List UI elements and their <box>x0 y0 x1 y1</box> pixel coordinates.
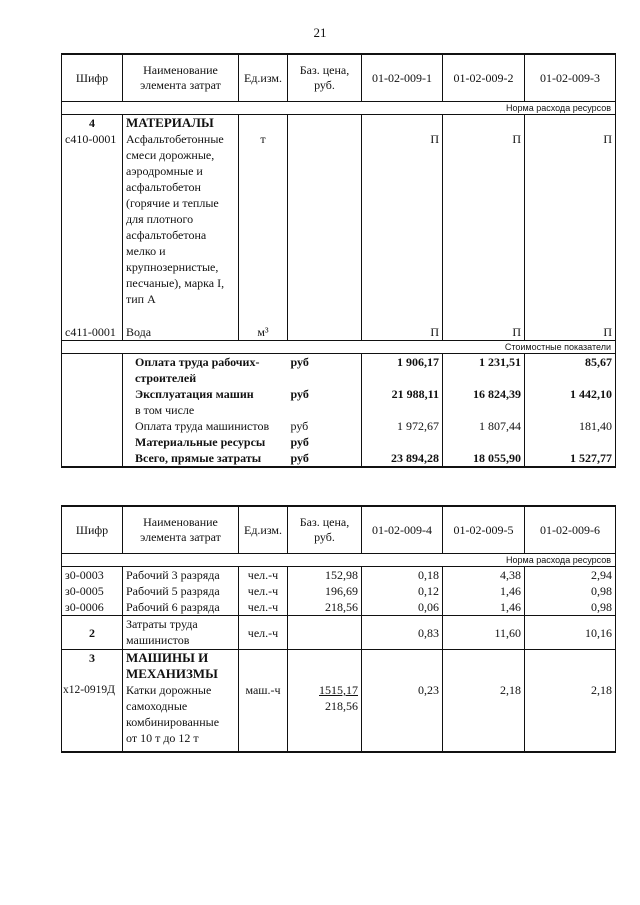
worker-name: Рабочий 5 разряда <box>123 583 239 599</box>
value-cell: 10,16 <box>525 616 616 650</box>
cost-row-unit: руб <box>288 450 362 467</box>
value-cell: 1 231,51 <box>443 354 525 387</box>
table-row <box>62 616 616 650</box>
value-cell: 1,46 <box>443 583 525 599</box>
price-cell: 152,98 <box>288 567 362 584</box>
material-code: с411-0001 <box>62 324 123 341</box>
value-cell: 2,18 <box>443 682 525 752</box>
header-name: Наименование элемента затрат <box>123 54 239 102</box>
section-title: МАТЕРИАЛЫ <box>123 115 239 132</box>
material-unit: м³ <box>239 324 288 341</box>
material-unit: т <box>239 131 288 324</box>
worker-name: Рабочий 3 разряда <box>123 567 239 584</box>
table-row <box>62 324 616 341</box>
value-cell: 4,38 <box>443 567 525 584</box>
worker-unit: чел.-ч <box>239 583 288 599</box>
header-code: Шифр <box>62 54 123 102</box>
material-code: с410-0001 <box>62 131 123 324</box>
worker-name: Рабочий 6 разряда <box>123 599 239 616</box>
value-cell: 0,98 <box>525 599 616 616</box>
table-row <box>62 599 616 616</box>
value-cell: 0,12 <box>362 583 443 599</box>
table-header-row <box>62 54 616 102</box>
value-cell: П <box>443 131 525 324</box>
value-cell: П <box>443 324 525 341</box>
value-cell: П <box>362 131 443 324</box>
table-row <box>62 354 616 387</box>
band-row <box>62 102 616 115</box>
operators-name: Затраты труда машинистов <box>123 616 239 650</box>
value-cell: 1 906,17 <box>362 354 443 387</box>
page-number: 21 <box>313 25 327 40</box>
section-number: 4 <box>62 115 123 132</box>
header-unit: Ед.изм. <box>239 54 288 102</box>
band-cost-label: Стоимостные показатели <box>62 341 616 354</box>
cost-row-label: Эксплуатация машин <box>123 386 288 402</box>
table-row <box>62 583 616 599</box>
table-row <box>62 418 616 434</box>
cost-row-unit: руб <box>288 418 362 434</box>
table-row <box>62 682 616 752</box>
value-cell: 11,60 <box>443 616 525 650</box>
value-cell: 1 442,10 <box>525 386 616 402</box>
value-cell: 0,98 <box>525 583 616 599</box>
material-name: Вода <box>123 324 239 341</box>
worker-unit: чел.-ч <box>239 567 288 584</box>
price-cell: 218,56 <box>288 599 362 616</box>
machine-name: Катки дорожные самоходные комбинированные от 10 т до 12 т <box>123 682 239 752</box>
value-cell: П <box>362 324 443 341</box>
header-code: Шифр <box>62 506 123 554</box>
header-col-1: 01-02-009-1 <box>362 54 443 102</box>
table-row <box>62 450 616 467</box>
header-price: Баз. цена, руб. <box>288 506 362 554</box>
header-col-5: 01-02-009-5 <box>443 506 525 554</box>
table-row <box>62 567 616 584</box>
value-cell: 1 807,44 <box>443 418 525 434</box>
header-name: Наименование элемента затрат <box>123 506 239 554</box>
value-cell: 2,18 <box>525 682 616 752</box>
value-cell: 0,06 <box>362 599 443 616</box>
value-cell: 0,18 <box>362 567 443 584</box>
band-norm-label: Норма расхода ресурсов <box>62 554 616 567</box>
band-norm-label: Норма расхода ресурсов <box>62 102 616 115</box>
machine-unit: маш.-ч <box>239 682 288 752</box>
table-row <box>62 434 616 450</box>
value-cell: 18 055,90 <box>443 450 525 467</box>
cost-row-label: Оплата труда рабочих- строителей <box>123 354 288 387</box>
resource-table-2 <box>61 505 616 753</box>
header-col-3: 01-02-009-3 <box>525 54 616 102</box>
header-price: Баз. цена, руб. <box>288 54 362 102</box>
table-header-row <box>62 506 616 554</box>
cost-row-unit: руб <box>288 354 362 387</box>
material-name: Асфальтобетонные смеси дорожные, аэродромные и асфальтобетон (горячие и теплые для плотного асфальтобетона мелко и крупнозернистые, песчаные), марка I, тип А <box>123 131 239 324</box>
price-cell: 1515,17 218,56 <box>288 682 362 752</box>
machine-code: х12-0919Д <box>62 682 123 752</box>
value-cell: 0,23 <box>362 682 443 752</box>
header-col-6: 01-02-009-6 <box>525 506 616 554</box>
value-cell: 1,46 <box>443 599 525 616</box>
section-number: 2 <box>62 616 123 650</box>
worker-code: з0-0006 <box>62 599 123 616</box>
table-row <box>62 115 616 132</box>
table-row <box>62 402 616 418</box>
cost-row-label: в том числе <box>123 402 288 418</box>
value-cell: 23 894,28 <box>362 450 443 467</box>
section-title: МАШИНЫ И МЕХАНИЗМЫ <box>123 650 239 683</box>
section-number: 3 <box>62 650 123 683</box>
worker-code: з0-0003 <box>62 567 123 584</box>
value-cell: 0,83 <box>362 616 443 650</box>
worker-unit: чел.-ч <box>239 599 288 616</box>
value-cell: 181,40 <box>525 418 616 434</box>
cost-row-label: Всего, прямые затраты <box>123 450 288 467</box>
resource-table-1 <box>61 53 616 468</box>
band-row <box>62 341 616 354</box>
table-row <box>62 386 616 402</box>
value-cell: 16 824,39 <box>443 386 525 402</box>
cost-row-label: Оплата труда машинистов <box>123 418 288 434</box>
value-cell: 85,67 <box>525 354 616 387</box>
header-col-4: 01-02-009-4 <box>362 506 443 554</box>
cost-row-label: Материальные ресурсы <box>123 434 288 450</box>
value-cell: П <box>525 324 616 341</box>
header-unit: Ед.изм. <box>239 506 288 554</box>
worker-code: з0-0005 <box>62 583 123 599</box>
value-cell: 1 972,67 <box>362 418 443 434</box>
table-row <box>62 650 616 683</box>
cost-row-unit: руб <box>288 386 362 402</box>
value-cell: П <box>525 131 616 324</box>
table-row <box>62 131 616 324</box>
operators-unit: чел.-ч <box>239 616 288 650</box>
price-cell: 196,69 <box>288 583 362 599</box>
band-row <box>62 554 616 567</box>
header-col-2: 01-02-009-2 <box>443 54 525 102</box>
value-cell: 1 527,77 <box>525 450 616 467</box>
value-cell: 2,94 <box>525 567 616 584</box>
value-cell: 21 988,11 <box>362 386 443 402</box>
cost-row-unit: руб <box>288 434 362 450</box>
